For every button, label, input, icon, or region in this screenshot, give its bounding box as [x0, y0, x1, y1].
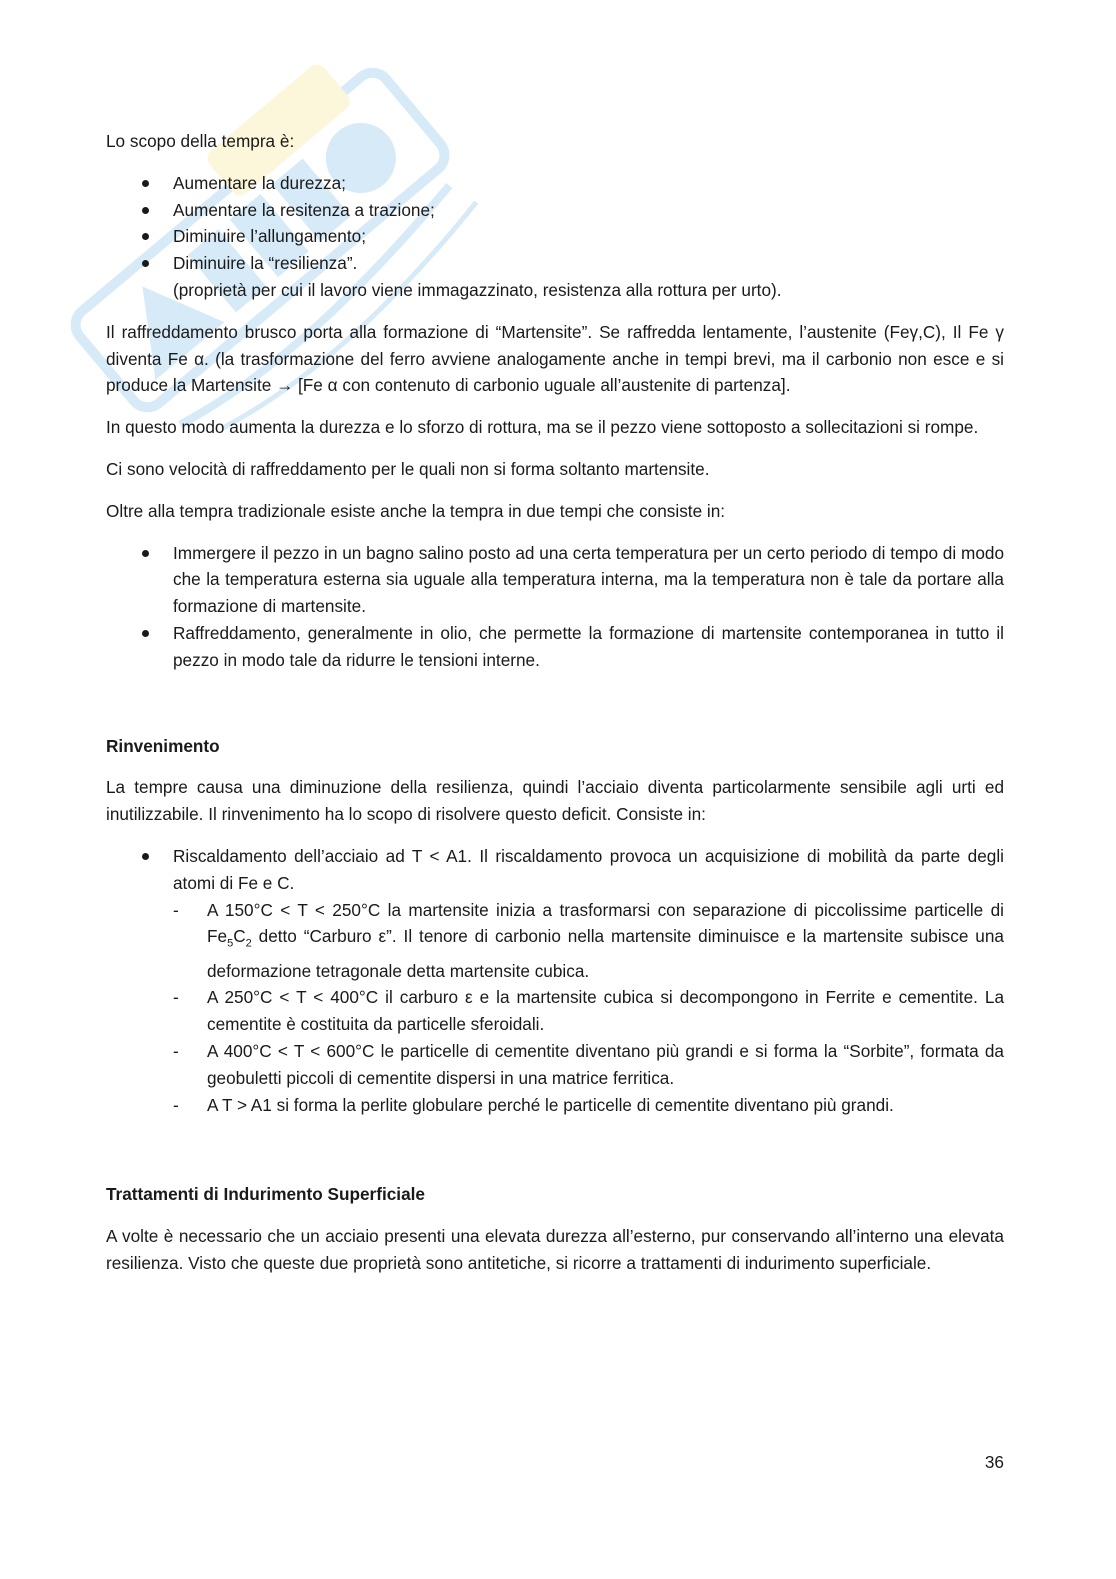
list-item	[106, 843, 1004, 1118]
dash-text: detto “Carburo ε”. Il tenore di carbonio nella martensite diminuisce e la martensite subisce una deformazione tetragonale detta martensite cubica.	[207, 926, 1004, 981]
right-arrow-icon: →	[276, 375, 294, 396]
two-step-list	[106, 540, 1004, 674]
list-item: Raffreddamento, generalmente in olio, che permette la formazione di martensite contemporanea in tutto il pezzo in modo tale da ridurre le tensioni interne.	[106, 620, 1004, 674]
list-item-text: Diminuire la “resilienza”.	[173, 253, 358, 274]
list-item: Immergere il pezzo in un bagno salino posto ad una certa temperatura per un certo periodo di tempo di modo che la temperatura esterna sia uguale alla temperatura interna, ma la temperatura non è tale da portare alla formazione di martensite.	[106, 540, 1004, 620]
list-item: - A T > A1 si forma la perlite globulare perché le particelle di cementite diventano più grandi.	[173, 1092, 1004, 1119]
list-item	[173, 897, 1004, 985]
paragraph-tempra-due-tempi: Oltre alla tempra tradizionale esiste anche la tempra in due tempi che consiste in:	[106, 500, 726, 521]
list-item: - A 400°C < T < 600°C le particelle di cementite diventano più grandi e si forma la “Sorbite”, formata da geobuletti piccoli di cementite dispersi in una matrice ferritica.	[173, 1038, 1004, 1092]
intro-paragraph: Lo scopo della tempra è:	[106, 131, 295, 151]
document-page	[106, 128, 1004, 1292]
martensite-text-b: [Fe α con contenuto di carbonio uguale all’austenite di partenza].	[293, 375, 791, 396]
rinvenimento-bullet-text: Riscaldamento dell’acciaio ad T < A1. Il riscaldamento provoca un acquisizione di mobilità da parte degli atomi di Fe e C.	[173, 845, 1004, 893]
list-item: Diminuire l’allungamento;	[106, 223, 1004, 250]
list-item: Aumentare la resitenza a trazione;	[106, 197, 1004, 224]
indurimento-paragraph: A volte è necessario che un acciaio presenti una elevata durezza all’esterno, pur conservando all’interno una elevata resilienza. Visto che queste due proprietà sono antitetiche, si ricorre a trattamenti di indurimento superficiale.	[106, 1226, 1004, 1273]
paragraph-durezza: In questo modo aumenta la durezza e lo sforzo di rottura, ma se il pezzo viene sottoposto a sollecitazioni si rompe.	[106, 417, 979, 438]
resilienza-note: (proprietà per cui il lavoro viene immagazzinato, resistenza alla rottura per urto).	[173, 279, 782, 300]
list-item: - A 250°C < T < 400°C il carburo ε e la martensite cubica si decompongono in Ferrite e cementite. La cementite è costituita da particelle sferoidali.	[173, 984, 1004, 1038]
section-title-indurimento: Trattamenti di Indurimento Superficiale	[106, 1184, 425, 1205]
dash-text: C	[233, 926, 246, 947]
list-item	[106, 250, 1004, 304]
subscript: 5	[227, 937, 234, 950]
page-number: 36	[984, 1452, 1004, 1472]
dash-text: A 150°C < T < 250°C la martensite inizia a trasformarsi con separazione di piccolissime particelle di Fe	[207, 899, 1004, 947]
paragraph-velocita: Ci sono velocità di raffreddamento per le quali non si forma soltanto martensite.	[106, 458, 710, 479]
list-item: Aumentare la durezza;	[106, 170, 1004, 197]
subscript: 2	[245, 937, 252, 950]
martensite-text-a: Il raffreddamento brusco porta alla formazione di “Martensite”. Se raffredda lentamente, l’austenite (Feγ,C), Il Fe γ diventa Fe α. (la trasformazione del ferro avviene analogamente anche in tempi brevi, ma il carbonio non esce e si produce la Martensite	[106, 321, 1004, 396]
rinvenimento-list	[106, 843, 1004, 1118]
temperature-ranges-list	[173, 897, 1004, 1119]
tempra-goals-list	[106, 170, 1004, 304]
martensite-paragraph	[106, 319, 1004, 399]
rinvenimento-intro: La tempre causa una diminuzione della resilienza, quindi l’acciaio diventa particolarmente sensibile agli urti ed inutilizzabile. Il rinvenimento ha lo scopo di risolvere questo deficit. Consiste in:	[106, 777, 1004, 825]
section-title-rinvenimento: Rinvenimento	[106, 735, 220, 756]
